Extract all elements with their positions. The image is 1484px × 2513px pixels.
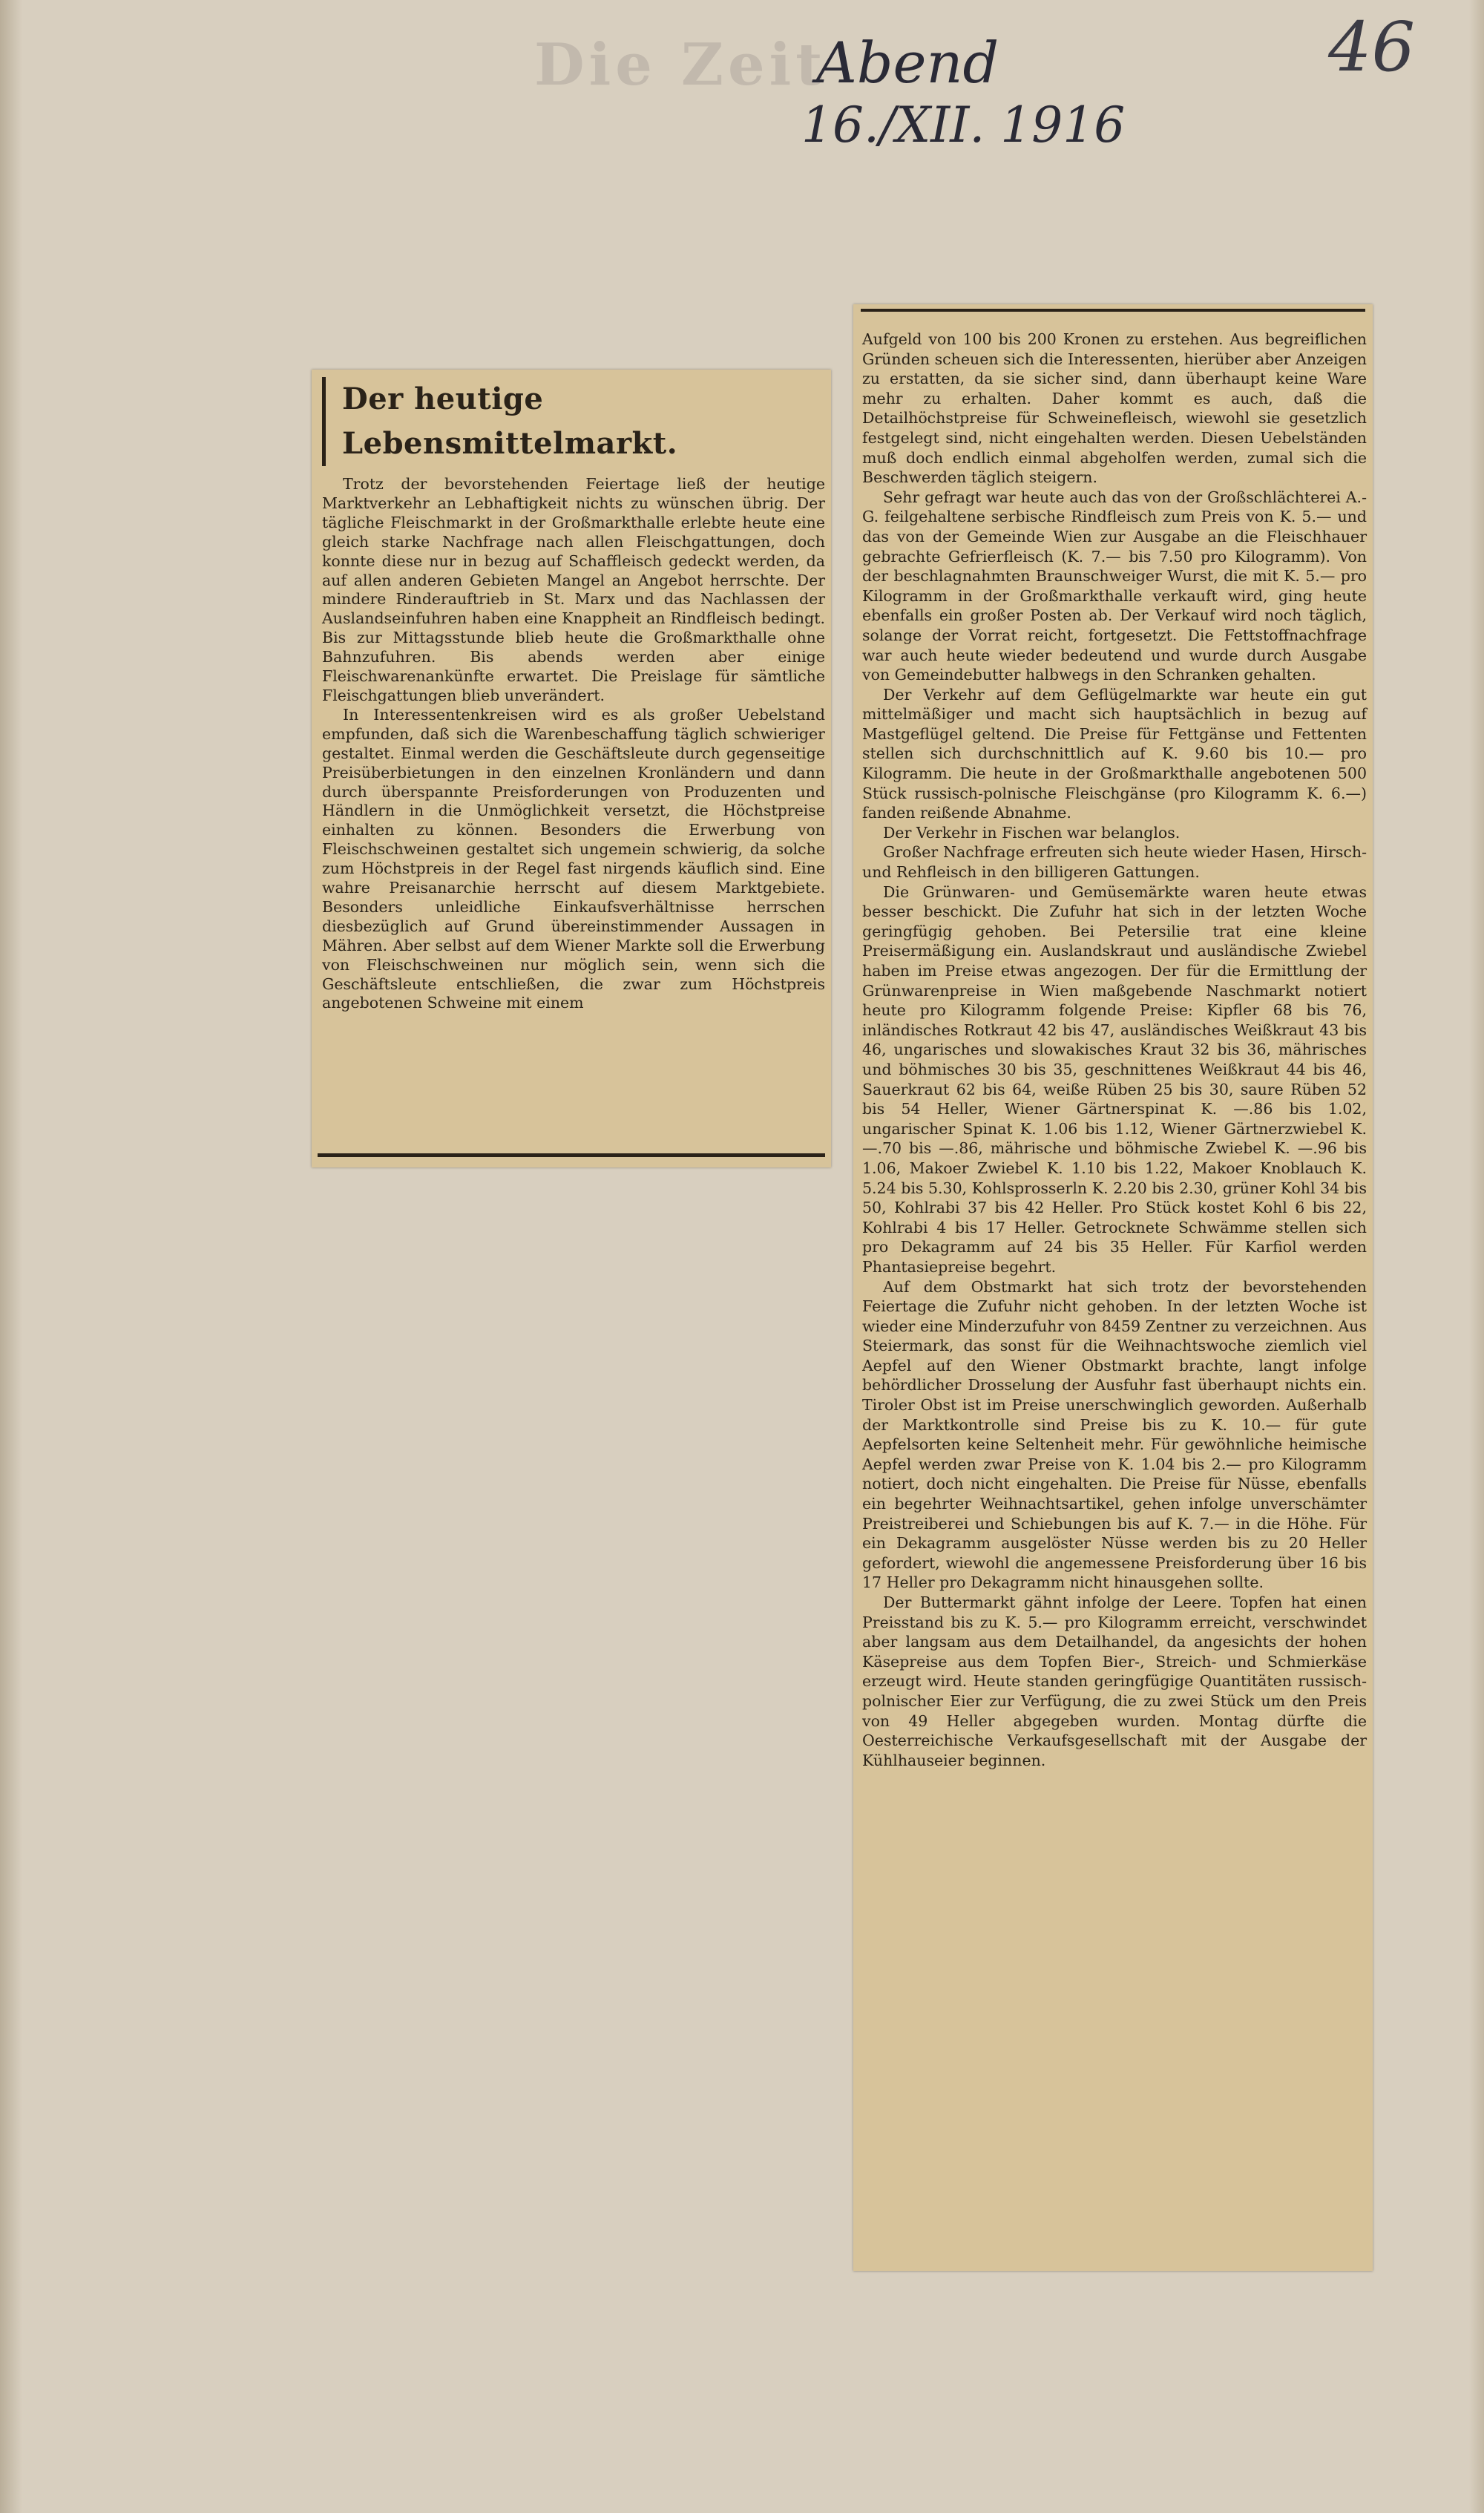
handwritten-edition: Abend bbox=[816, 30, 999, 96]
article-paragraph: Der Verkehr auf dem Geflügelmarkte war heute ein gut mittelmäßiger und macht sich hauptsächlich in bezug auf Mastgeflügel geltend. Die Preise für Fettgänse und Fettenten stellen sich durchschnittlich auf K. 9.60 bis 10.— pro Kilogramm. Die heute in der Großmarkthalle angebotenen 500 Stück russisch-polnische Fleischgänse (pro Kilogramm K. 6.—) fanden reißende Abnahme. bbox=[862, 685, 1367, 822]
article-paragraph: Trotz der bevorstehenden Feiertage ließ der heutige Marktverkehr an Lebhaftigkeit nichts zu wünschen übrig. Der tägliche Fleischmarkt in der Großmarkthalle erlebte heute eine gleich starke Nachfrage nach allen Fleischgattungen, doch konnte diese nur in bezug auf Schaffleisch gedeckt werden, da auf allen anderen Gebieten Mangel an Angebot herrschte. Der mindere Rinderauftrieb in St. Marx und das Nachlassen der Auslandseinfuhren haben eine Knappheit an Rindfleisch bedingt. Bis zur Mittagsstunde blieb heute die Großmarkthalle ohne Bahnzufuhren. Bis abends werden aber einige Fleischwarenankünfte erwartet. Die Preislage für sämtliche Fleischgattungen blieb unverändert. bbox=[322, 475, 825, 704]
article-paragraph: Sehr gefragt war heute auch das von der Großschlächterei A.-G. feilgehaltene serbische Rindfleisch zum Preis von K. 5.— und das von der Gemeinde Wien zur Ausgabe an die Fleischhauer gebrachte Gefrierfleisch (K. 7.— bis 7.50 pro Kilogramm). Von der beschlagnahmten Braunschweiger Wurst, die mit K. 5.— pro Kilogramm in der Großmarkthalle verkauft wird, ging heute ebenfalls ein großer Posten ab. Der Verkauf wird noch täglich, solange der Vorrat reicht, fortgesetzt. Die Fettstoffnachfrage war auch heute wieder bedeutend und wurde durch Ausgabe von Gemeindebutter halbwegs in den Schranken gehalten. bbox=[862, 488, 1367, 684]
handwritten-date: 16./XII. 1916 bbox=[801, 96, 1126, 154]
article-paragraph: Der Buttermarkt gähnt infolge der Leere. Topfen hat einen Preisstand bis zu K. 5.— pro Kilogramm erreicht, verschwindet aber langsam aus dem Detailhandel, da angesichts der hohen Käsepreise aus dem Topfen Bier-, Streich- und Schmierkäse erzeugt wird. Heute standen geringfügige Quantitäten russisch-polnischer Eier zur Verfügung, die zu zwei Stück um den Preis von 49 Heller abgegeben wurden. Montag dürfte die Oesterreichische Verkaufsgesellschaft mit der Ausgabe der Kühlhauseier beginnen. bbox=[862, 1593, 1367, 1769]
newspaper-stamp: Die Zeit bbox=[534, 31, 827, 99]
article-title: Der heutige Lebensmittelmarkt. bbox=[322, 377, 825, 466]
article-paragraph: Der Verkehr in Fischen war belanglos. bbox=[883, 823, 1181, 842]
clipping-left bbox=[312, 370, 831, 1167]
clipping-right bbox=[853, 304, 1373, 2271]
article-paragraph: Auf dem Obstmarkt hat sich trotz der bevorstehenden Feiertage die Zufuhr nicht gehoben. In der letzten Woche ist wieder eine Minderzufuhr von 8459 Zentner zu verzeichnen. Aus Steiermark, das sonst für die Weihnachtswoche ziemlich viel Aepfel auf den Wiener Obstmarkt brachte, langt infolge behördlicher Drosselung der Ausfuhr fast überhaupt nichts ein. Tiroler Obst ist im Preise unerschwinglich geworden. Außerhalb der Marktkontrolle sind Preise bis zu K. 10.— für gute Aepfelsorten keine Seltenheit mehr. Für gewöhnliche heimische Aepfel werden zwar Preise von K. 1.04 bis 2.— pro Kilogramm notiert, doch nicht eingehalten. Die Preise für Nüsse, ebenfalls ein begehrter Weihnachtsartikel, gehen infolge unverschämter Preistreiberei und Schiebungen bis auf K. 7.— in die Höhe. Für ein Dekagramm ausgelöster Nüsse werden bis zu 20 Heller gefordert, wiewohl die angemessene Preisforderung über 16 bis 17 Heller pro Dekagramm nicht hinausgehen sollte. bbox=[862, 1277, 1367, 1592]
column-end-rule bbox=[318, 1153, 825, 1157]
column-top-rule bbox=[861, 309, 1365, 312]
article-paragraph: Großer Nachfrage erfreuten sich heute wieder Hasen, Hirsch- und Rehfleisch in den billigeren Gattungen. bbox=[862, 843, 1367, 882]
article-paragraph: In Interessentenkreisen wird es als großer Uebelstand empfunden, daß sich die Warenbeschaffung täglich schwieriger gestaltet. Einmal werden die Geschäftsleute durch gegenseitige Preisüberbietungen in den einzelnen Kronländern und dann durch überspannte Preisforderungen von Produzenten und Händlern in die Unmöglichkeit versetzt, die Höchstpreise einhalten zu können. Besonders die Erwerbung von Fleischschweinen gestaltet sich ungemein schwierig, da solche zum Höchstpreis in der Regel fast nirgends käuflich sind. Eine wahre Preisanarchie herrscht auf diesem Marktgebiete. Besonders unleidliche Einkaufsverhältnisse herrschen diesbezüglich auf Grund übereinstimmender Aussagen in Mähren. Aber selbst auf dem Wiener Markte soll die Erwerbung von Fleischschweinen nur möglich sein, wenn sich die Geschäftsleute entschließen, die zwar zum Höchstpreis angebotenen Schweine mit einem bbox=[322, 705, 825, 1012]
handwritten-page-number: 46 bbox=[1328, 7, 1416, 87]
article-paragraph: Die Grünwaren- und Gemüsemärkte waren heute etwas besser beschickt. Die Zufuhr hat sich in der letzten Woche geringfügig gehoben. Bei Petersilie trat eine kleine Preisermäßigung ein. Auslandskraut und ausländische Zwiebel haben im Preise etwas angezogen. Der für die Ermittlung der Grünwarenpreise in Wien maßgebende Naschmarkt notiert heute pro Kilogramm folgende Preise: Kipfler 68 bis 76, inländisches Rotkraut 42 bis 47, ausländisches Weißkraut 43 bis 46, ungarisches und slowakisches Kraut 32 bis 36, mährisches und böhmisches 30 bis 35, geschnittenes Weißkraut 44 bis 46, Sauerkraut 62 bis 64, weiße Rüben 25 bis 30, saure Rüben 52 bis 54 Heller, Wiener Gärtnerspinat K. —.86 bis 1.02, ungarischer Spinat K. 1.06 bis 1.12, Wiener Gärtnerzwiebel K. —.70 bis —.86, mährische und böhmische Zwiebel K. —.96 bis 1.06, Makoer Zwiebel K. 1.10 bis 1.22, Makoer Knoblauch K. 5.24 bis 5.30, Kohlsprosserln K. 2.20 bis 2.30, grüner Kohl 34 bis 50, Kohlrabi 37 bis 42 Heller. Pro Stück kostet Kohl 6 bis 22, Kohlrabi 4 bis 17 Heller. Getrocknete Schwämme stellen sich pro Dekagramm auf 24 bis 35 Heller. Für Karfiol werden Phantasiepreise begehrt. bbox=[862, 882, 1367, 1276]
article-paragraph: Aufgeld von 100 bis 200 Kronen zu erstehen. Aus begreiflichen Gründen scheuen sich die Interessenten, hierüber aber Anzeigen zu erstatten, da sie sicher sind, dann überhaupt keine Ware mehr zu erhalten. Daher kommt es auch, daß die Detailhöchstpreise für Schweinefleisch, wiewohl sie gesetzlich festgelegt sind, nicht eingehalten werden. Diesen Uebelständen muß doch endlich einmal abgeholfen werden, zumal sich die Beschwerden täglich steigern. bbox=[862, 330, 1367, 487]
